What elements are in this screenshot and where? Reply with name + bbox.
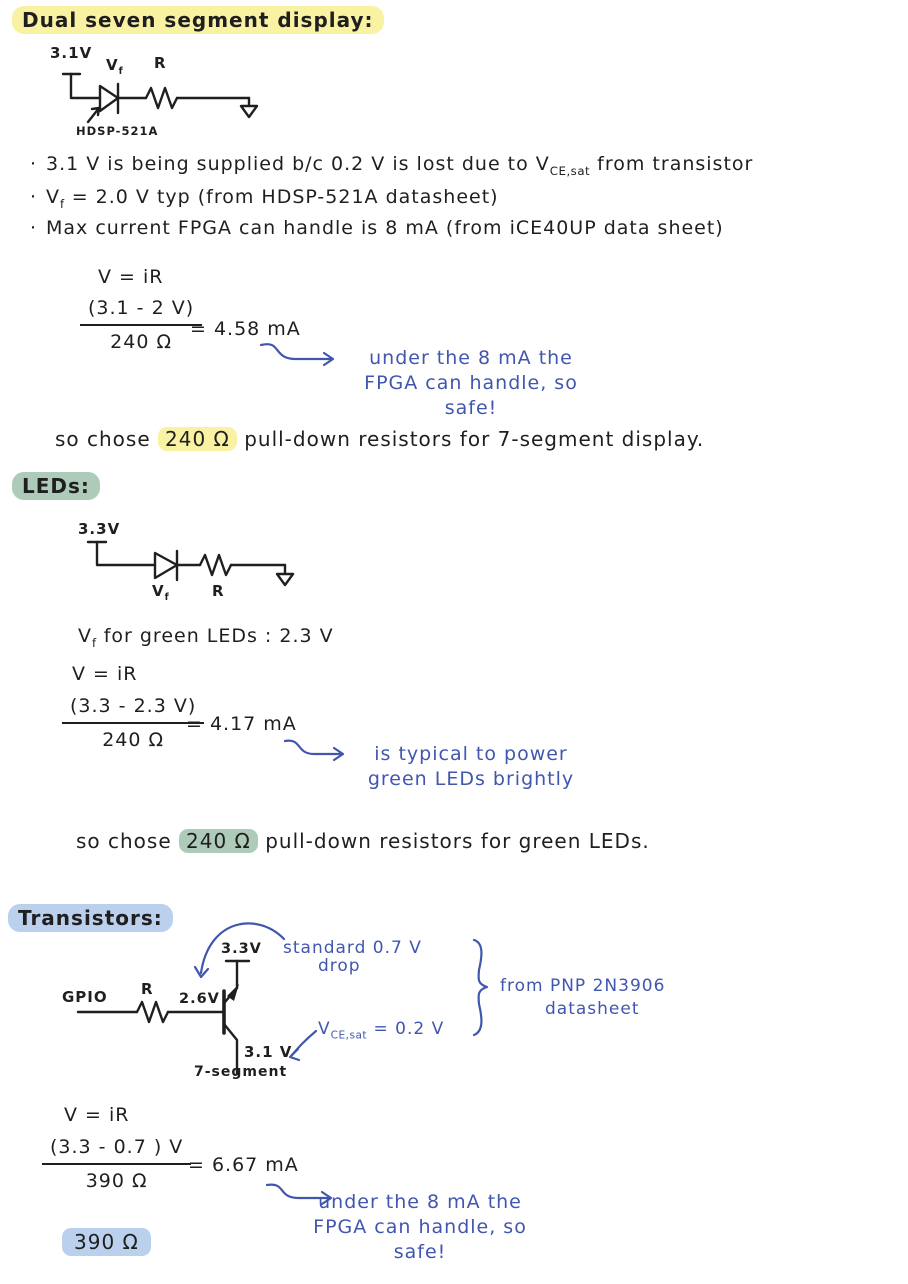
vcesat-value: = 0.2 V (367, 1019, 445, 1039)
current-result-1: = 4.58 mA (190, 318, 301, 340)
gpio-label: GPIO (62, 988, 108, 1006)
note-arrow-2 (282, 736, 352, 762)
note-line: under the 8 mA the (369, 347, 573, 369)
current-fraction-2 (62, 695, 204, 751)
current-fraction-3 (42, 1136, 191, 1192)
resistor-symbol (146, 88, 177, 108)
note-line: under the 8 mA the (318, 1191, 522, 1213)
vce-sat-subscript: CE,sat (549, 163, 591, 178)
note-line: FPGA can handle, so (364, 372, 578, 394)
bullet-text: from transistor (590, 153, 754, 175)
vf-letter: V (78, 625, 92, 647)
curly-brace (474, 940, 487, 1035)
bullet-supply-voltage (30, 153, 753, 178)
conclusion-text: pull-down resistors for 7-segment display. (236, 427, 705, 451)
resistor-label: R (212, 582, 225, 600)
current-fraction-1 (80, 297, 202, 353)
vf-subscript: f (60, 196, 65, 211)
datasheet-annotation: from PNP 2N3906 (500, 976, 666, 996)
supply-voltage-label: 3.3V (78, 520, 121, 538)
vcesat-annotation (318, 1019, 444, 1041)
fraction-denominator: 390 Ω (85, 1170, 148, 1192)
bullet-max-current (30, 217, 724, 239)
standard-drop-annotation: drop (318, 956, 361, 976)
note-green-leds (345, 742, 597, 792)
vf-label (106, 56, 123, 77)
ohms-law-2: V = iR (72, 663, 138, 685)
output-voltage-label: 3.1 V (244, 1043, 293, 1061)
circuit-wires (0, 900, 908, 1100)
vcesat-letter: V (318, 1019, 331, 1039)
bullet-dot: · (30, 153, 38, 175)
resistor-value-highlight: 240 Ω (158, 427, 237, 451)
resistor-value-highlight: 240 Ω (179, 829, 258, 853)
supply-voltage-label: 3.1V (50, 44, 93, 62)
resistor-label: R (154, 54, 167, 72)
diode-symbol (100, 86, 118, 111)
current-result-3: = 6.67 mA (188, 1154, 299, 1176)
bullet-text: V (46, 186, 60, 208)
ground-symbol (241, 106, 257, 117)
resistor-label: R (141, 980, 154, 998)
bullet-text: Max current FPGA can handle is 8 mA (from iCE40UP data sheet) (46, 217, 724, 239)
wire (97, 542, 155, 565)
ohms-law-1: V = iR (98, 266, 164, 288)
bullet-text: = 2.0 V typ (from HDSP-521A datasheet) (64, 186, 499, 208)
chosen-resistor-value: 390 Ω (62, 1228, 151, 1256)
conclusion-text: pull-down resistors for green LEDs. (257, 829, 650, 853)
vf-text: for green LEDs : 2.3 V (96, 625, 334, 647)
resistor-symbol (137, 1002, 168, 1022)
bullet-dot: · (30, 186, 38, 208)
fraction-numerator: (3.3 - 2.3 V) (62, 695, 204, 724)
bullet-forward-voltage (30, 186, 499, 211)
note-line: green LEDs brightly (367, 768, 575, 790)
vf-subscript: f (92, 635, 97, 650)
section-title-transistors: Transistors: (8, 904, 173, 932)
green-led-vf-line (78, 625, 334, 650)
diode-symbol (155, 553, 177, 578)
vf-label (152, 582, 169, 603)
part-pointer-arrow (88, 108, 99, 122)
datasheet-annotation: datasheet (545, 999, 640, 1019)
current-result-2: = 4.17 mA (186, 713, 297, 735)
part-number-label: HDSP-521A (76, 124, 159, 138)
bullet-text: 3.1 V is being supplied b/c 0.2 V is lost due to V (46, 153, 550, 175)
bullet-dot: · (30, 217, 38, 239)
vf-letter: V (106, 56, 119, 74)
base-voltage-label: 2.6V (179, 991, 220, 1007)
vcesat-subscript: CE,sat (330, 1029, 368, 1042)
led-circuit-diagram (60, 512, 320, 612)
note-safe-3 (298, 1190, 542, 1265)
fraction-numerator: (3.1 - 2 V) (80, 297, 202, 326)
section-title-leds: LEDs: (12, 472, 100, 500)
vf-letter: V (152, 582, 165, 600)
transistor-circuit-diagram (0, 900, 908, 1100)
conclusion-text: so chose (55, 427, 159, 451)
supply-voltage-label: 3.3V (221, 941, 262, 957)
ground-symbol (277, 574, 293, 585)
resistor-symbol (200, 555, 231, 575)
fraction-numerator: (3.3 - 0.7 ) V (42, 1136, 191, 1165)
note-line: FPGA can handle, so (313, 1216, 527, 1238)
fraction-denominator: 240 Ω (102, 729, 165, 751)
wire (71, 74, 100, 98)
conclusion-green-leds (76, 829, 650, 853)
note-safe-1 (336, 346, 606, 421)
note-arrow-1 (258, 340, 342, 368)
load-label: 7-segment (194, 1064, 288, 1080)
note-line: safe! (393, 1241, 447, 1263)
section-title-seven-segment: Dual seven segment display: (12, 6, 384, 34)
standard-drop-annotation: standard 0.7 V (283, 938, 422, 958)
fraction-denominator: 240 Ω (110, 331, 172, 353)
seven-segment-circuit-diagram (30, 42, 270, 154)
ohms-law-3: V = iR (64, 1104, 130, 1126)
vf-subscript: f (118, 66, 124, 77)
vf-subscript: f (164, 592, 170, 603)
conclusion-text: so chose (76, 829, 180, 853)
conclusion-seven-segment (55, 427, 704, 451)
note-line: safe! (444, 397, 498, 419)
note-line: is typical to power (374, 743, 568, 765)
